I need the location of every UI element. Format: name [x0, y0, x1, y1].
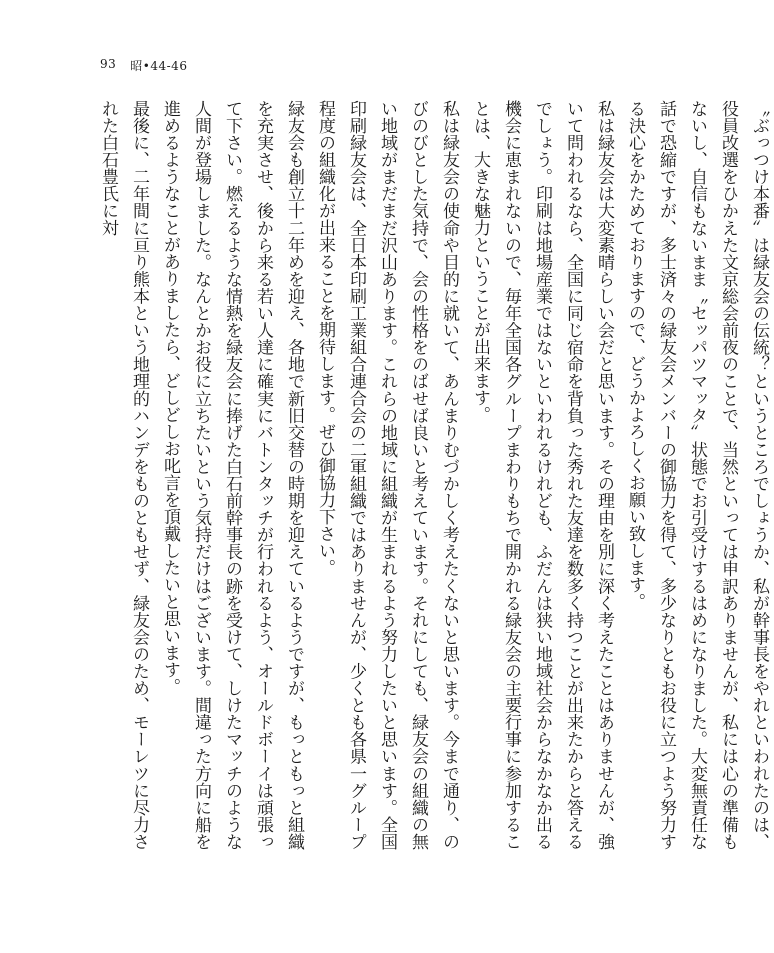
paragraph: 私は緑友会の使命や目的に就いて、あんまりむづかしく考えたくないと思います。今まで通り、のびのびとした気持で、会の性格をのばせば良いと考えています。それにしても、緑友会の組織の無い地域がまだまだ沢山あります。これらの地域に組織が生まれるよう努力したいと思います。全国印刷緑友会は、全日本印刷工業組合連合会の二軍組織ではありませんが、少くとも各県一グループ程度の組織化が出来ることを期待します。ぜひ御協力下さい。: [315, 100, 459, 850]
page-number: 93: [100, 57, 117, 71]
page-header: [100, 57, 187, 74]
body-text-block: [92, 100, 769, 850]
era-label: 昭•44-46: [130, 59, 188, 73]
paragraph: 緑友会も創立十二年めを迎え、各地で新旧交替の時期を迎えているようですが、もっともっと組織を充実させ、後から来る若い人達に確実にバトンタッチが行われるよう、オールドボーイは頑張って下さい。燃えるような情熱を緑友会に捧げた白石前幹事長の跡を受けて、しけたマッチのような人間が登場しました。なんとかお役に立ちたいという気持だけはございます。間違った方向に船を進めるようなことがありましたら、どしどしお叱言を頂戴したいと思います。: [160, 100, 304, 850]
vertical-text: [92, 100, 774, 850]
paragraph: 最後に、二年間に亘り熊本という地理的ハンデをものともせず、緑友会のため、モーレツに尽力された白石豊氏に対: [98, 100, 149, 850]
paragraph: 〝ぶっつけ本番〟は緑友会の伝統？というところでしょうか、私が幹事長をやれといわれたのは、役員改選をひかえた文京総会前夜のことで、当然といっては申訳ありませんが、私には心の準備もないし、自信もないまま〝セッパツマッタ〟状態でお引受けするはめになりました。大変無責任な話で恐縮ですが、多士済々の緑友会メンバーの御協力を得て、多少なりともお役に立つよう努力する決心をかためておりますので、どうかよろしくお願い致します。: [625, 100, 769, 850]
paragraph: 私は緑友会は大変素晴らしい会だと思います。その理由を別に深く考えたことはありませんが、強いて問われるなら、全国に同じ宿命を背負った秀れた友達を数多く持つことが出来たからと答えるでしょう。印刷は地場産業ではないといわれるけれども、ふだんは狭い地域社会からなかなか出る機会に恵まれないので、毎年全国各グループまわりもちで開かれる緑友会の主要行事に参加することは、大きな魅力ということが出来ます。: [470, 100, 614, 850]
